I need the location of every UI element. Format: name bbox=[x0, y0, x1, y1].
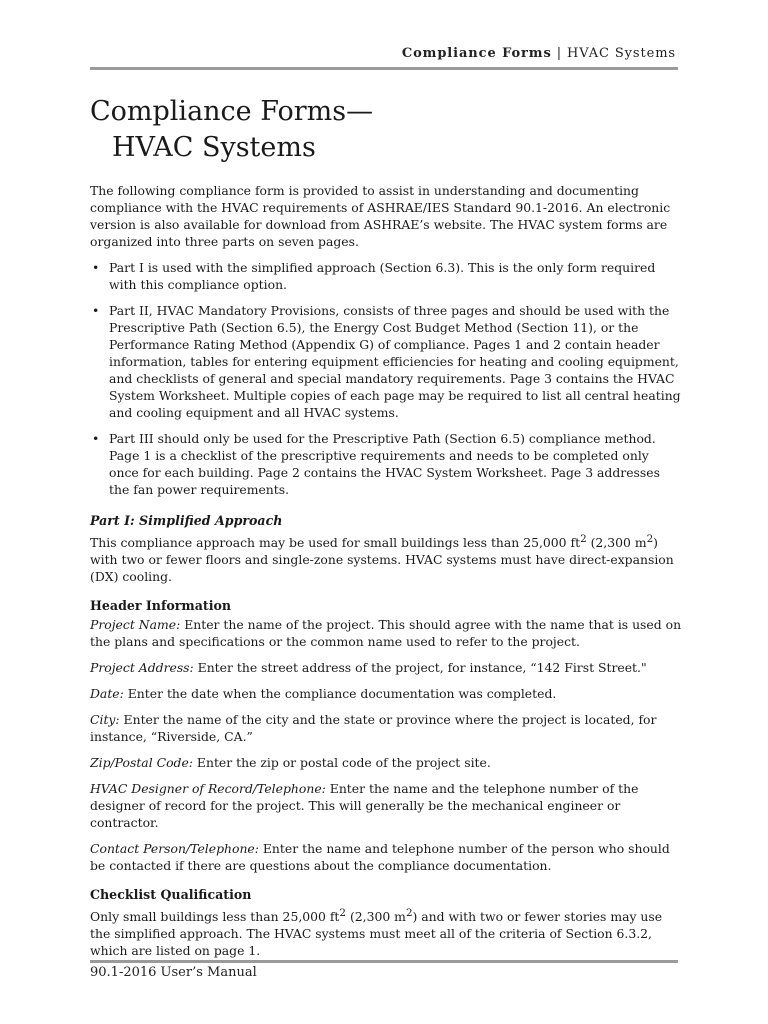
field-text: Enter the date when the compliance documentation was completed. bbox=[123, 686, 557, 702]
part1-text-a: This compliance approach may be used for small buildings less than 25,000 ft bbox=[90, 535, 581, 551]
field-label: Contact Person/Telephone: bbox=[90, 841, 259, 857]
footer-rule bbox=[90, 960, 678, 963]
checklist-text-b: (2,300 m bbox=[346, 909, 406, 925]
field-description bbox=[90, 659, 682, 676]
checklist-sup-b: 2 bbox=[405, 907, 413, 920]
checklist-text-c: ) and with two or fewer stories may use the simplified approach. The HVAC systems must meet all of the criteria of Section 6.3.2, which are listed on page 1. bbox=[90, 909, 663, 959]
part1-paragraph bbox=[90, 531, 682, 585]
field-text: Enter the name of the project. This should agree with the name that is used on the plans and specifications or the common name used to refer to the project. bbox=[90, 617, 682, 650]
page-content bbox=[90, 96, 682, 959]
field-label: Zip/Postal Code: bbox=[90, 755, 193, 771]
field-description bbox=[90, 616, 682, 650]
checklist-sup-a: 2 bbox=[339, 907, 346, 920]
field-text: Enter the name of the city and the state or province where the project is located, for instance, “Riverside, CA.” bbox=[90, 712, 657, 745]
field-label: Project Address: bbox=[90, 660, 194, 676]
intro-paragraph: The following compliance form is provided to assist in understanding and documenting compliance with the HVAC requirements of ASHRAE/IES Standard 90.1-2016. An electronic version is also available for download from ASHRAE’s website. The HVAC system forms are organized into three parts on seven pages. bbox=[90, 183, 671, 249]
list-item bbox=[90, 430, 682, 498]
part1-sup-b: 2 bbox=[646, 533, 654, 545]
page-footer: 90.1-2016 User’s Manual bbox=[90, 965, 257, 980]
field-description bbox=[90, 780, 682, 831]
checklist-paragraph bbox=[90, 905, 682, 959]
header-title-bold: Compliance Forms bbox=[401, 46, 552, 61]
section-heading-checklist: Checklist Qualification bbox=[90, 887, 252, 903]
list-item-text: Part I is used with the simplified approach (Section 6.3). This is the only form required with this compliance option. bbox=[109, 260, 656, 292]
field-text: Enter the street address of the project, for instance, “142 First Street." bbox=[193, 660, 647, 676]
running-header bbox=[402, 46, 676, 61]
field-description bbox=[90, 754, 682, 771]
checklist-text-a: Only small buildings less than 25,000 ft bbox=[90, 909, 340, 925]
page-title-line1: Compliance Forms— bbox=[90, 96, 374, 127]
bullet-icon: • bbox=[92, 303, 100, 318]
list-item-text: Part II, HVAC Mandatory Provisions, consists of three pages and should be used with the Prescriptive Path (Section 6.5), the Energy Cost Budget Method (Section 11), or the Performance Rating Method (Appendix G) of compliance. Pages 1 and 2 contain header information, tables for entering equipment efficiencies for heating and cooling equipment, and checklists of general and special mandatory requirements. Page 3 contains the HVAC System Worksheet. Multiple copies of each page may be required to list all central heating and cooling equipment and all HVAC systems. bbox=[109, 303, 681, 420]
field-text: Enter the name and the telephone number of the designer of record for the project. This will generally be the mechanical engineer or contractor. bbox=[90, 781, 639, 831]
field-label: Project Name: bbox=[90, 617, 181, 633]
list-item bbox=[90, 259, 682, 293]
field-text: Enter the name and telephone number of the person who should be contacted if there are questions about the compliance documentation. bbox=[90, 841, 670, 874]
list-item bbox=[90, 302, 682, 421]
list-item-text: Part III should only be used for the Prescriptive Path (Section 6.5) compliance method. Page 1 is a checklist of the prescriptive requirements and needs to be completed only once for each building. Page 2 contains the HVAC System Worksheet. Page 3 addresses the fan power requirements. bbox=[109, 431, 660, 497]
part1-sup-a: 2 bbox=[580, 533, 587, 545]
bullet-icon: • bbox=[92, 260, 100, 275]
field-label: HVAC Designer of Record/Telephone: bbox=[90, 781, 326, 797]
field-label: City: bbox=[90, 712, 120, 728]
field-description bbox=[90, 840, 682, 874]
field-description bbox=[90, 685, 682, 702]
section-heading-part1: Part I: Simplified Approach bbox=[90, 513, 283, 528]
parts-list bbox=[90, 259, 682, 498]
bullet-icon: • bbox=[92, 431, 100, 446]
field-text: Enter the zip or postal code of the project site. bbox=[192, 755, 491, 771]
header-title-rest: HVAC Systems bbox=[567, 46, 676, 61]
header-separator: | bbox=[551, 46, 568, 61]
part1-text-b: (2,300 m bbox=[586, 535, 647, 551]
field-description bbox=[90, 711, 682, 745]
field-label: Date: bbox=[90, 686, 124, 702]
header-rule bbox=[90, 67, 678, 70]
page-title-line2: HVAC Systems bbox=[112, 132, 316, 163]
section-heading-header-info: Header Information bbox=[90, 598, 232, 614]
part1-text-c: ) with two or fewer floors and single-zone systems. HVAC systems must have direct-expansion (DX) cooling. bbox=[90, 535, 674, 585]
